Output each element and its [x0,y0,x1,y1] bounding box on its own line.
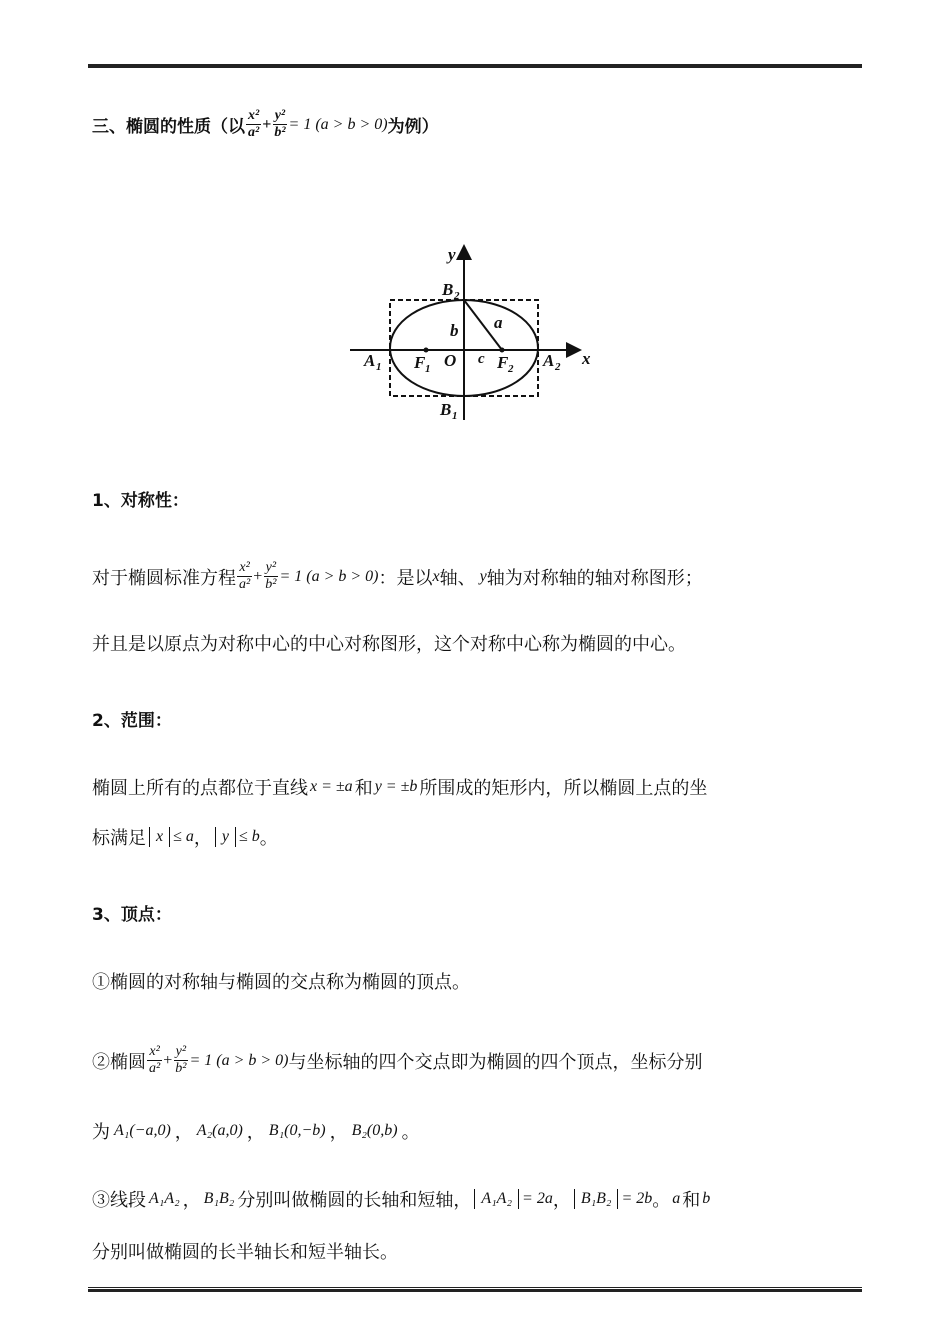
comma: ， [552,1190,571,1211]
label-f2-sub: 2 [508,363,514,375]
var-y: y [479,567,487,585]
fraction-y-b [272,108,287,141]
frac-den: b² [274,125,286,140]
vertex-a1: A₁(−a,0) [114,1122,171,1139]
frac-num: x² [239,560,250,575]
vertices-item2-line2 [92,1118,420,1144]
abs-x: x [149,827,170,847]
frac-den: b² [175,1061,187,1076]
period: 。 [652,1190,671,1211]
frac-den: a² [239,577,251,592]
fraction-y-b [263,560,278,593]
label-b1-sub: 1 [452,410,458,422]
label-origin: O [444,351,457,370]
frac-den: b² [265,577,277,592]
label-b1: B [440,400,452,419]
length-major: = 2a [522,1190,553,1207]
length-minor: = 2b [621,1190,653,1207]
text-segment: 所围成的矩形内，所以椭圆上点的坐 [419,778,708,799]
label-a: a [494,313,503,332]
comma: ， [193,828,212,849]
frac-num: y² [265,560,277,575]
frac-num: x² [248,108,260,123]
vertex-b1: B₁(0,−b) [268,1122,326,1139]
label-b2-sub: 2 [454,290,460,302]
equation-x-bound: x = ±a [310,778,353,795]
vertex-a2: A₂(a,0) [196,1122,243,1139]
label-f2: F [497,353,509,372]
header-rule [88,64,862,68]
label-a2: A [543,351,555,370]
label-a1: A [364,351,376,370]
label-b: b [450,321,459,340]
comma: ， [246,1122,265,1143]
vertices-item2-line1 [92,1044,702,1077]
equation-rhs: = 1 (a > b > 0) [279,567,379,585]
var-b: b [702,1190,711,1207]
comma: ， [329,1122,348,1143]
segment-a1a2: A₁A₂ [149,1190,180,1207]
label-c: c [478,351,485,367]
text-segment: ：是以 [378,567,433,589]
heading-vertices: 3、顶点： [92,905,172,925]
text-segment: 轴、 [439,567,476,589]
footer-rule [88,1287,862,1292]
label-f1-sub: 1 [425,363,431,375]
label-b2: B [442,280,454,299]
abs-y: y [215,827,236,847]
fraction-x-a [246,108,261,141]
label-y: y [448,245,456,264]
ineq-b: ≤ b [239,828,260,845]
equation-y-bound: y = ±b [374,778,418,795]
title-prefix: 三、椭圆的性质（以 [92,117,245,137]
title-suffix: 为例） [387,117,439,137]
plus-sign: + [262,115,272,133]
comma: ， [182,1190,201,1211]
focus-f2-dot [500,348,505,353]
focus-f1-dot [424,348,429,353]
text-segment: 和 [682,1190,701,1211]
var-x: x [432,567,440,585]
frac-den: a² [248,125,260,140]
text-segment: 与坐标轴的四个交点即为椭圆的四个顶点，坐标分别 [288,1051,703,1073]
var-a: a [672,1190,681,1207]
text-segment: 轴为对称轴的轴对称图形； [486,567,703,589]
vertices-item3-line2: 分别叫做椭圆的长半轴长和短半轴长。 [92,1242,398,1263]
section-title [92,108,439,141]
symmetry-line1 [92,560,703,593]
label-f1: F [414,353,426,372]
text-segment: ③线段 [92,1190,146,1211]
fraction-x-a [237,560,252,593]
segment-b1b2: B₁B₂ [203,1190,235,1207]
period: 。 [259,828,278,849]
abs-a1a2: A₁A₂ [474,1189,519,1209]
symmetry-line2: 并且是以原点为对称中心的中心对称图形，这个对称中心称为椭圆的中心。 [92,634,686,655]
frac-num: y² [274,108,286,123]
comma: ， [174,1122,193,1143]
fraction-y-b [173,1044,188,1077]
ellipse-diagram [350,240,600,425]
equation-rhs: = 1 (a > b > 0) [189,1051,289,1069]
text-segment: 和 [354,778,373,799]
abs-b1b2: B₁B₂ [574,1189,619,1209]
fraction-x-a [147,1044,162,1077]
range-line1 [92,774,707,800]
text-segment: 为 [92,1122,110,1143]
text-segment: 椭圆上所有的点都位于直线 [92,778,308,799]
frac-den: a² [149,1061,161,1076]
ineq-a: ≤ a [173,828,194,845]
plus-sign: + [163,1051,173,1069]
text-segment: 对于椭圆标准方程 [92,567,236,589]
vertices-item1: ①椭圆的对称轴与椭圆的交点称为椭圆的顶点。 [92,972,470,993]
label-x: x [582,349,591,368]
text-segment: 分别叫做椭圆的长轴和短轴， [237,1190,472,1211]
heading-range: 2、范围： [92,711,172,731]
period: 。 [401,1122,420,1143]
range-line2 [92,824,278,850]
label-a1-sub: 1 [376,361,382,373]
equation-rhs: = 1 (a > b > 0) [288,115,388,133]
frac-num: y² [175,1044,187,1059]
vertices-item3-line1 [92,1186,710,1212]
heading-symmetry: 1、对称性： [92,491,189,511]
label-a2-sub: 2 [555,361,561,373]
plus-sign: + [253,567,263,585]
text-segment: 标满足 [92,828,146,849]
vertex-b2: B₂(0,b) [351,1122,398,1139]
frac-num: x² [149,1044,160,1059]
text-segment: ②椭圆 [92,1051,146,1073]
